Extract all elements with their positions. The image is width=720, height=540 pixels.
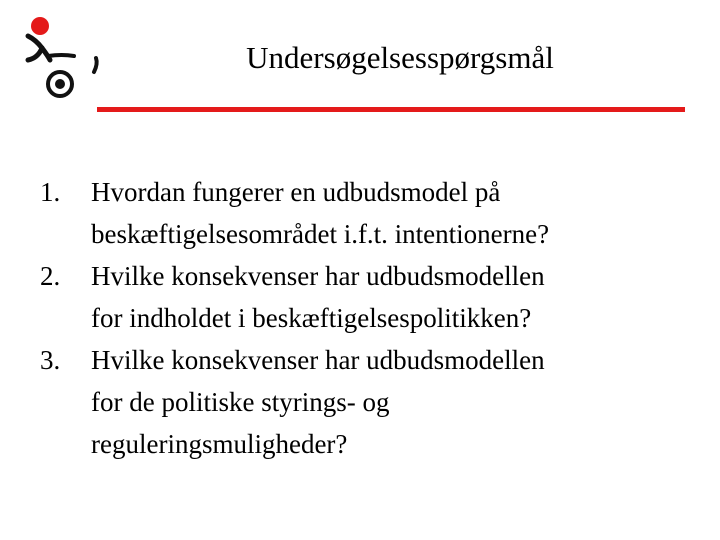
list-item-number: 2.: [40, 261, 61, 291]
list-item-text: Hvilke konsekvenser har udbudsmodellen: [91, 261, 545, 291]
question-list: [40, 171, 700, 465]
title-divider: [97, 107, 685, 112]
list-item: [40, 339, 700, 465]
slide-title: Undersøgelsesspørgsmål: [246, 40, 554, 75]
list-item: [40, 171, 700, 255]
list-item-number: 3.: [40, 345, 61, 375]
list-item-text: reguleringsmuligheder?: [91, 429, 348, 459]
list-item-text: for indholdet i beskæftigelsespolitikken?: [91, 303, 532, 333]
stick-figure-logo-icon: [22, 14, 106, 102]
list-item-text: beskæftigelsesområdet i.f.t. intentionerne?: [91, 219, 550, 249]
list-item: [40, 255, 700, 339]
list-item-text: Hvordan fungerer en udbudsmodel på: [91, 177, 501, 207]
list-item-text: Hvilke konsekvenser har udbudsmodellen: [91, 345, 545, 375]
list-item-number: 1.: [40, 177, 61, 207]
list-item-text: for de politiske styrings- og: [91, 387, 390, 417]
